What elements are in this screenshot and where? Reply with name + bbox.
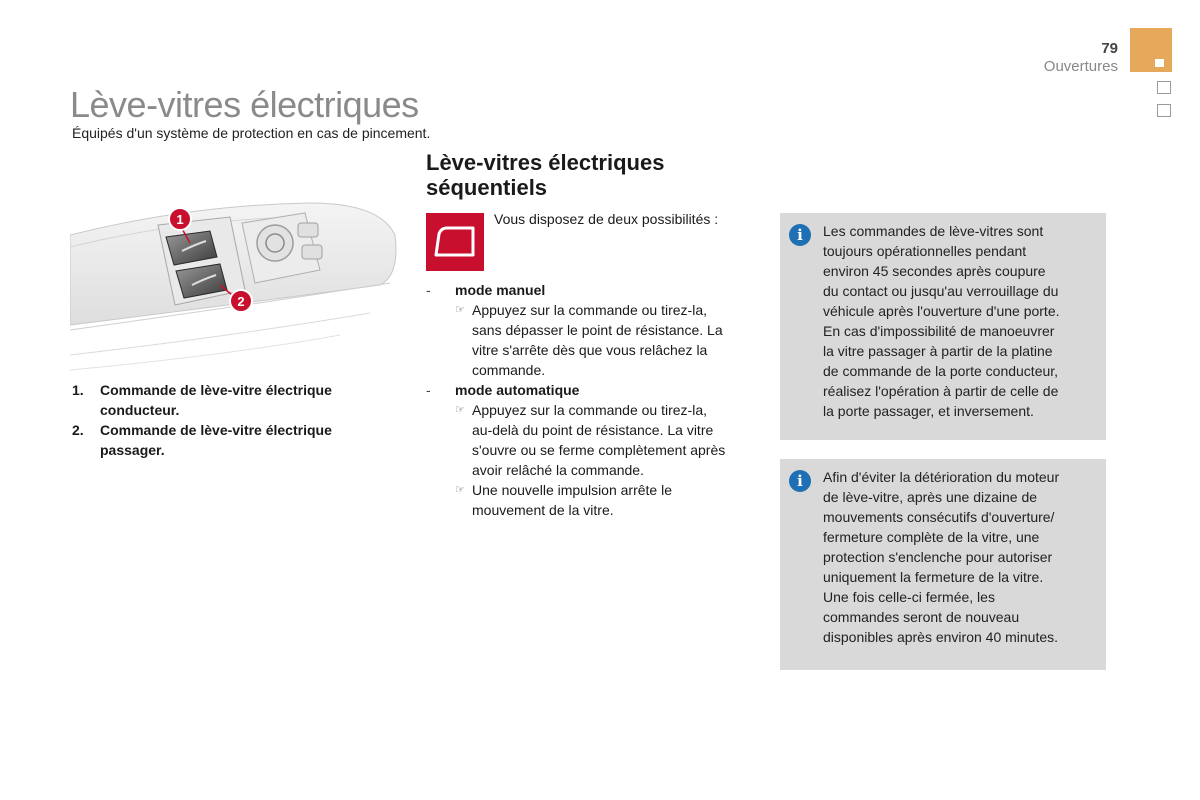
pointing-hand-icon: ☞ [455, 484, 465, 496]
mode-step [426, 400, 761, 480]
caption-item [72, 380, 372, 420]
step-line: Appuyez sur la commande ou tirez-la, [472, 302, 707, 318]
window-icon [426, 213, 484, 271]
mode-list [426, 280, 761, 520]
section-heading [426, 150, 726, 200]
mode-label-text: mode automatique [455, 382, 580, 398]
pointing-hand-icon: ☞ [455, 304, 465, 316]
info-icon: i [789, 224, 811, 246]
info-text: Les commandes de lève-vitres sont toujours opérationnelles pendant environ 45 secondes après coupure du contact ou jusqu'au verrouillage du véhicule après l'ouverture d'une porte. En cas d'impossibilité de manoeuvrer la vitre passager à partir de la platine de commande de la porte conducteur, réalisez l'opération à partir de celle de la porte passager, et inversement. [823, 223, 1060, 419]
bullet-dash: - [426, 282, 431, 298]
step-line: vitre s'arrête dès que vous relâchez la [472, 342, 708, 358]
svg-text:1: 1 [176, 212, 184, 227]
page-number: 79 [1101, 40, 1118, 57]
section-tab [1157, 104, 1171, 117]
info-box [780, 213, 1106, 440]
section-tab [1157, 81, 1171, 94]
section-name: Ouvertures [1043, 58, 1118, 75]
callout-2 [230, 290, 252, 312]
caption-item [72, 420, 372, 460]
page-subtitle: Équipés d'un système de protection en cas de pincement. [72, 125, 431, 141]
step-line: mouvement de la vitre. [472, 502, 614, 518]
step-line: au-delà du point de résistance. La vitre [472, 422, 714, 438]
illustration-captions [72, 380, 372, 460]
svg-text:2: 2 [237, 294, 245, 309]
callout-1 [169, 208, 191, 230]
intro-text: Vous disposez de deux possibilités : [494, 211, 719, 227]
step-line: Une nouvelle impulsion arrête le [472, 482, 672, 498]
caption-number: 2. [72, 422, 84, 438]
mode-automatic-label [426, 380, 761, 400]
section-heading-line: séquentiels [426, 175, 548, 200]
mode-step [426, 300, 761, 380]
info-icon: i [789, 470, 811, 492]
step-line: commande. [472, 362, 546, 378]
info-box [780, 459, 1106, 670]
mode-manual-label [426, 280, 761, 300]
section-heading-line: Lève-vitres électriques [426, 150, 665, 175]
step-line: sans dépasser le point de résistance. La [472, 322, 723, 338]
pointing-hand-icon: ☞ [455, 404, 465, 416]
step-line: Appuyez sur la commande ou tirez-la, [472, 402, 707, 418]
step-line: s'ouvre ou se ferme complètement après [472, 442, 726, 458]
caption-text: Commande de lève-vitre électrique passager. [100, 422, 332, 458]
caption-number: 1. [72, 382, 84, 398]
window-switch-illustration [70, 195, 400, 375]
caption-text: Commande de lève-vitre électrique conducteur. [100, 382, 332, 418]
mode-step [426, 480, 761, 520]
mode-label-text: mode manuel [455, 282, 546, 298]
step-line: avoir relâché la commande. [472, 462, 644, 478]
page-title: Lève-vitres électriques [70, 84, 419, 125]
section-tab-active [1130, 28, 1172, 72]
info-text: Afin d'éviter la détérioration du moteur de lève-vitre, après une dizaine de mouvements consécutifs d'ouverture/ fermeture complète de la vitre, une protection s'enclenche pour autoriser uniquement la fermeture de la vitre. Une fois celle-ci fermée, les commandes seront de nouveau disponibles après environ 40 minutes. [823, 469, 1060, 645]
bullet-dash: - [426, 382, 431, 398]
